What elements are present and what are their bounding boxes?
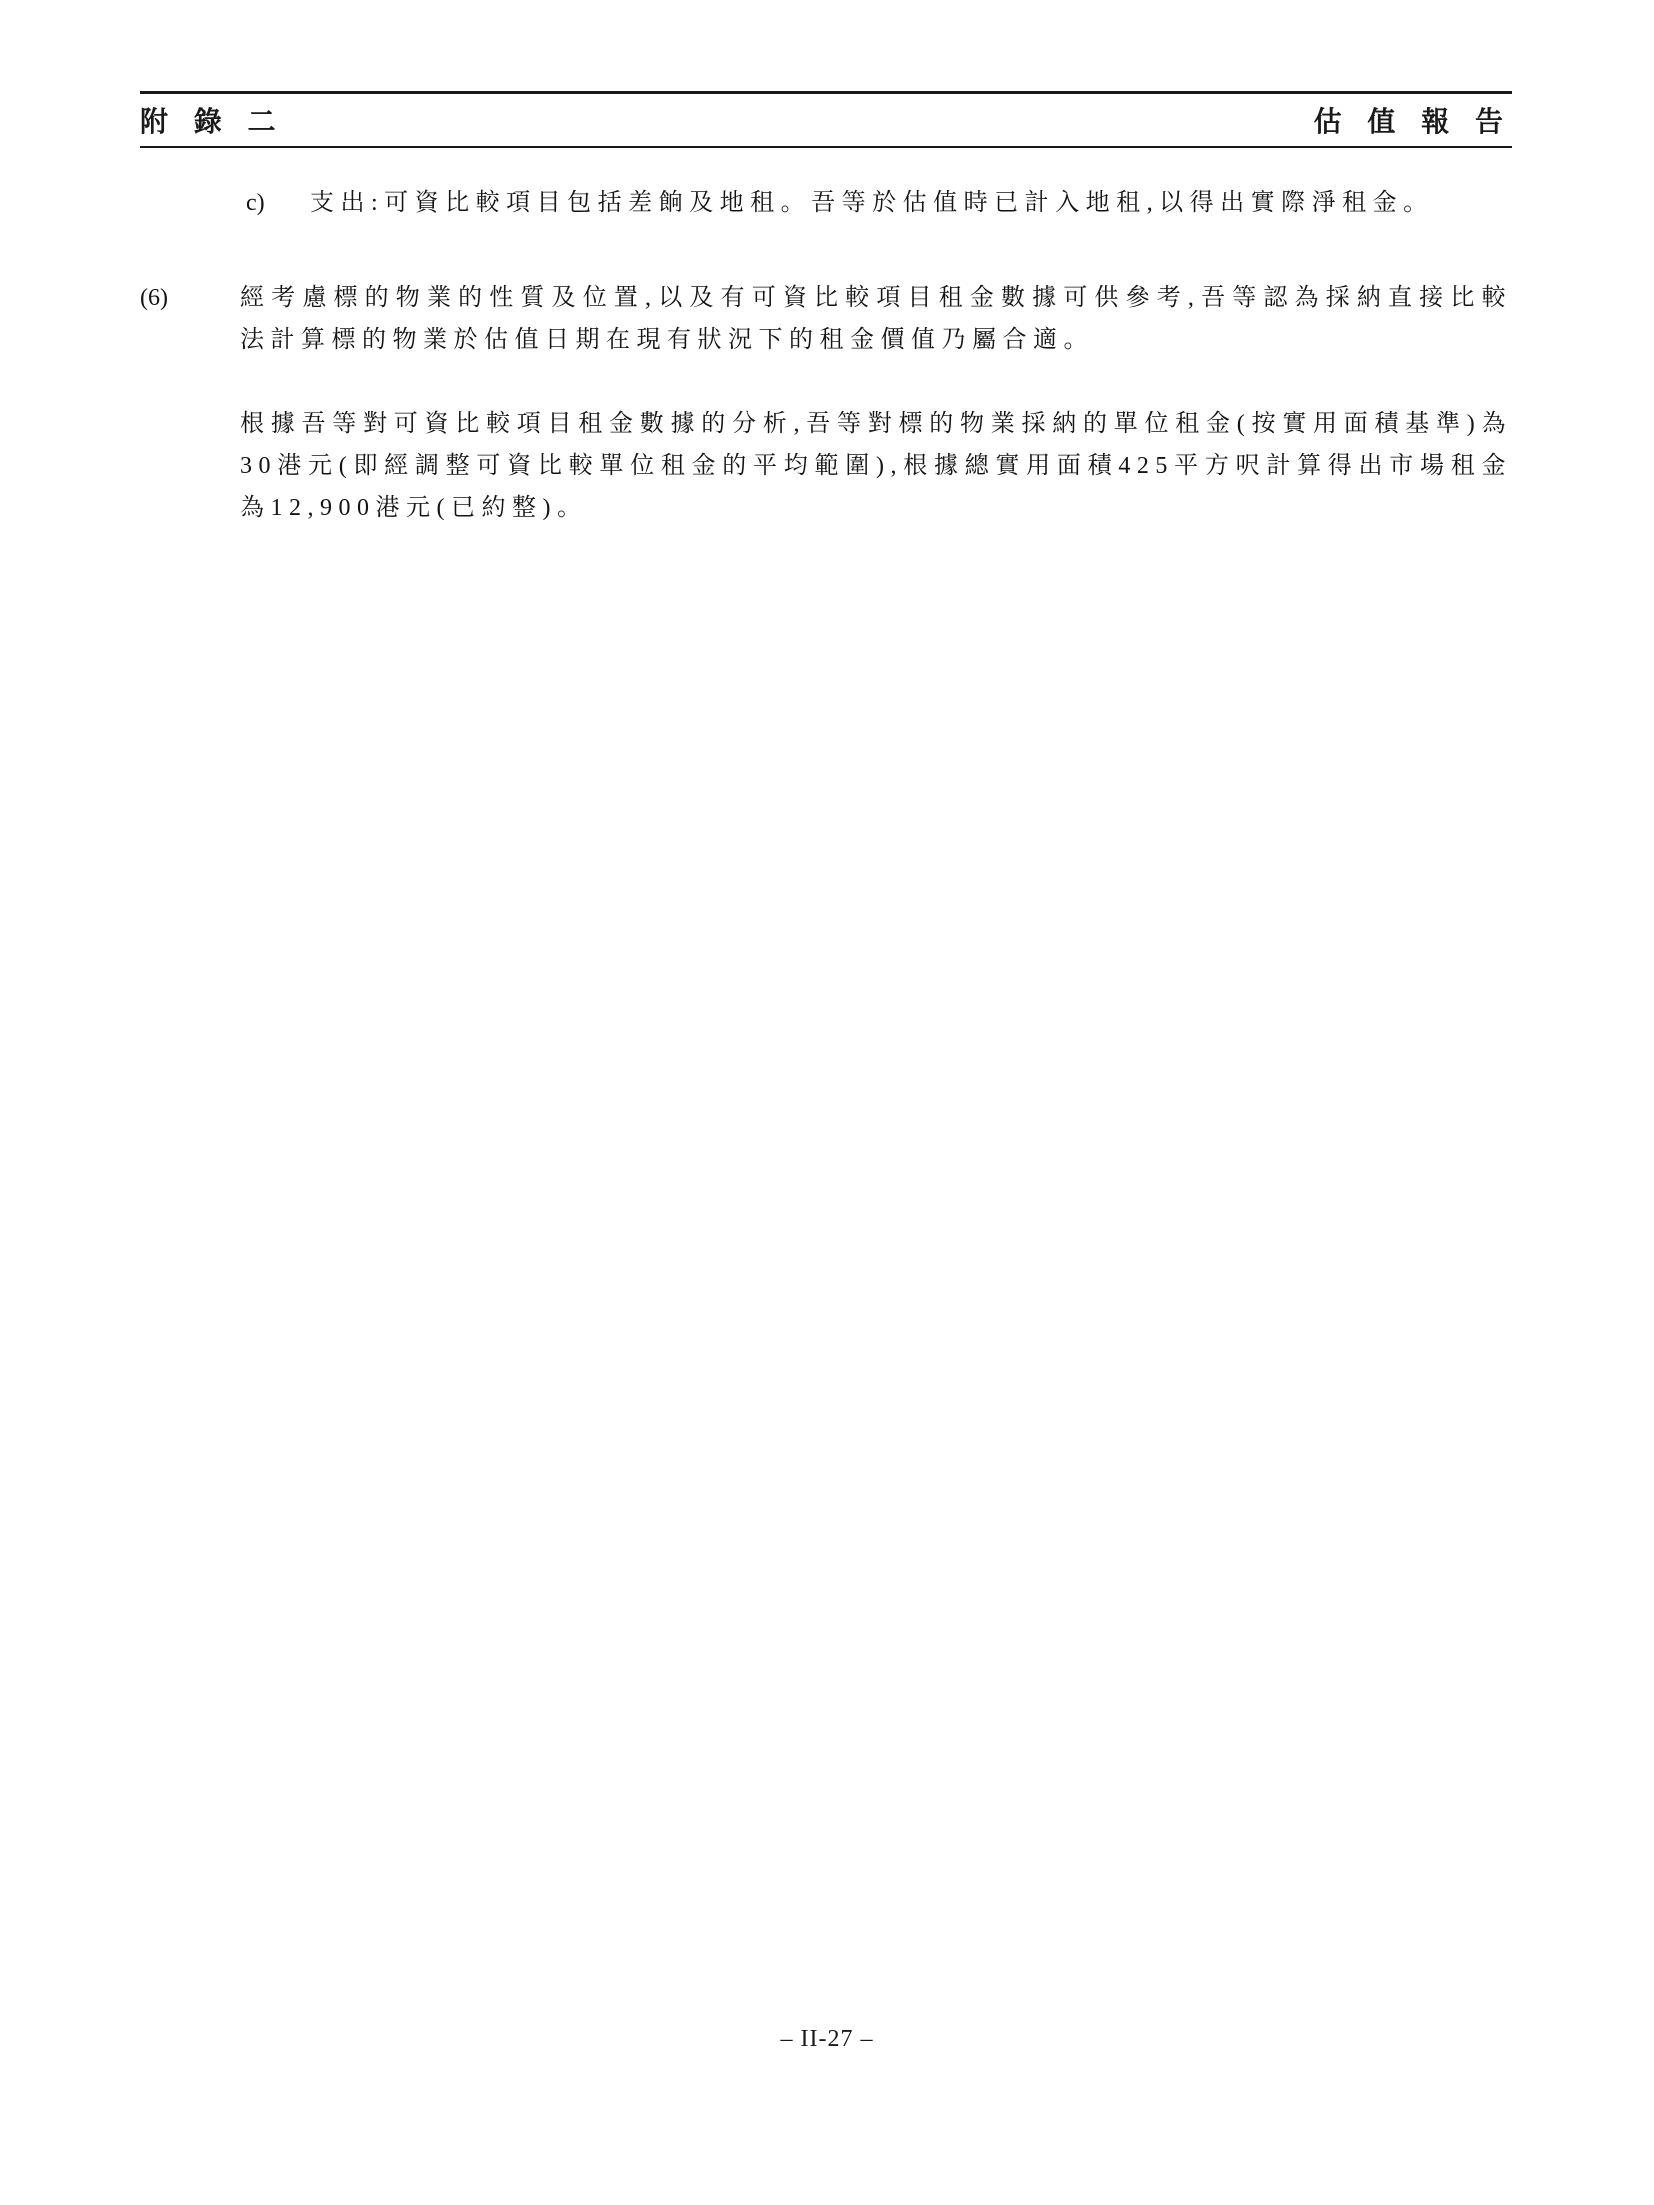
list-item-c-text: 支出:可資比較項目包括差餉及地租。吾等於估值時已計入地租,以得出實際淨租金。 — [310, 190, 1434, 216]
list-item-6-paragraphs — [240, 277, 1512, 529]
list-item-c-label: c) — [246, 190, 265, 216]
document-body — [140, 182, 1512, 529]
item-6-paragraph-2: 根據吾等對可資比較項目租金數據的分析,吾等對標的物業採納的單位租金(按實用面積基準)為30港元(即經調整可資比較單位租金的平均範圍),根據總實用面積425平方呎計算得出市場租金為12,900港元(已約整)。 — [240, 411, 1512, 521]
page-footer — [0, 2026, 1654, 2053]
item-6-paragraph-1: 經考慮標的物業的性質及位置,以及有可資比較項目租金數據可供參考,吾等認為採納直接比較法計算標的物業於估值日期在現有狀況下的租金價值乃屬合適。 — [240, 285, 1512, 353]
list-item-6-label: (6) — [140, 285, 168, 311]
header-bottom-rule — [140, 146, 1512, 148]
page-number: – II-27 – — [780, 2026, 874, 2052]
list-item-6 — [140, 277, 1512, 529]
header-right-title: 估 值 報 告 — [1313, 106, 1512, 137]
header-left-title: 附 錄 二 — [140, 106, 285, 137]
page-header — [140, 91, 1512, 148]
header-title-row — [140, 94, 1512, 146]
list-item-c — [140, 182, 1512, 224]
